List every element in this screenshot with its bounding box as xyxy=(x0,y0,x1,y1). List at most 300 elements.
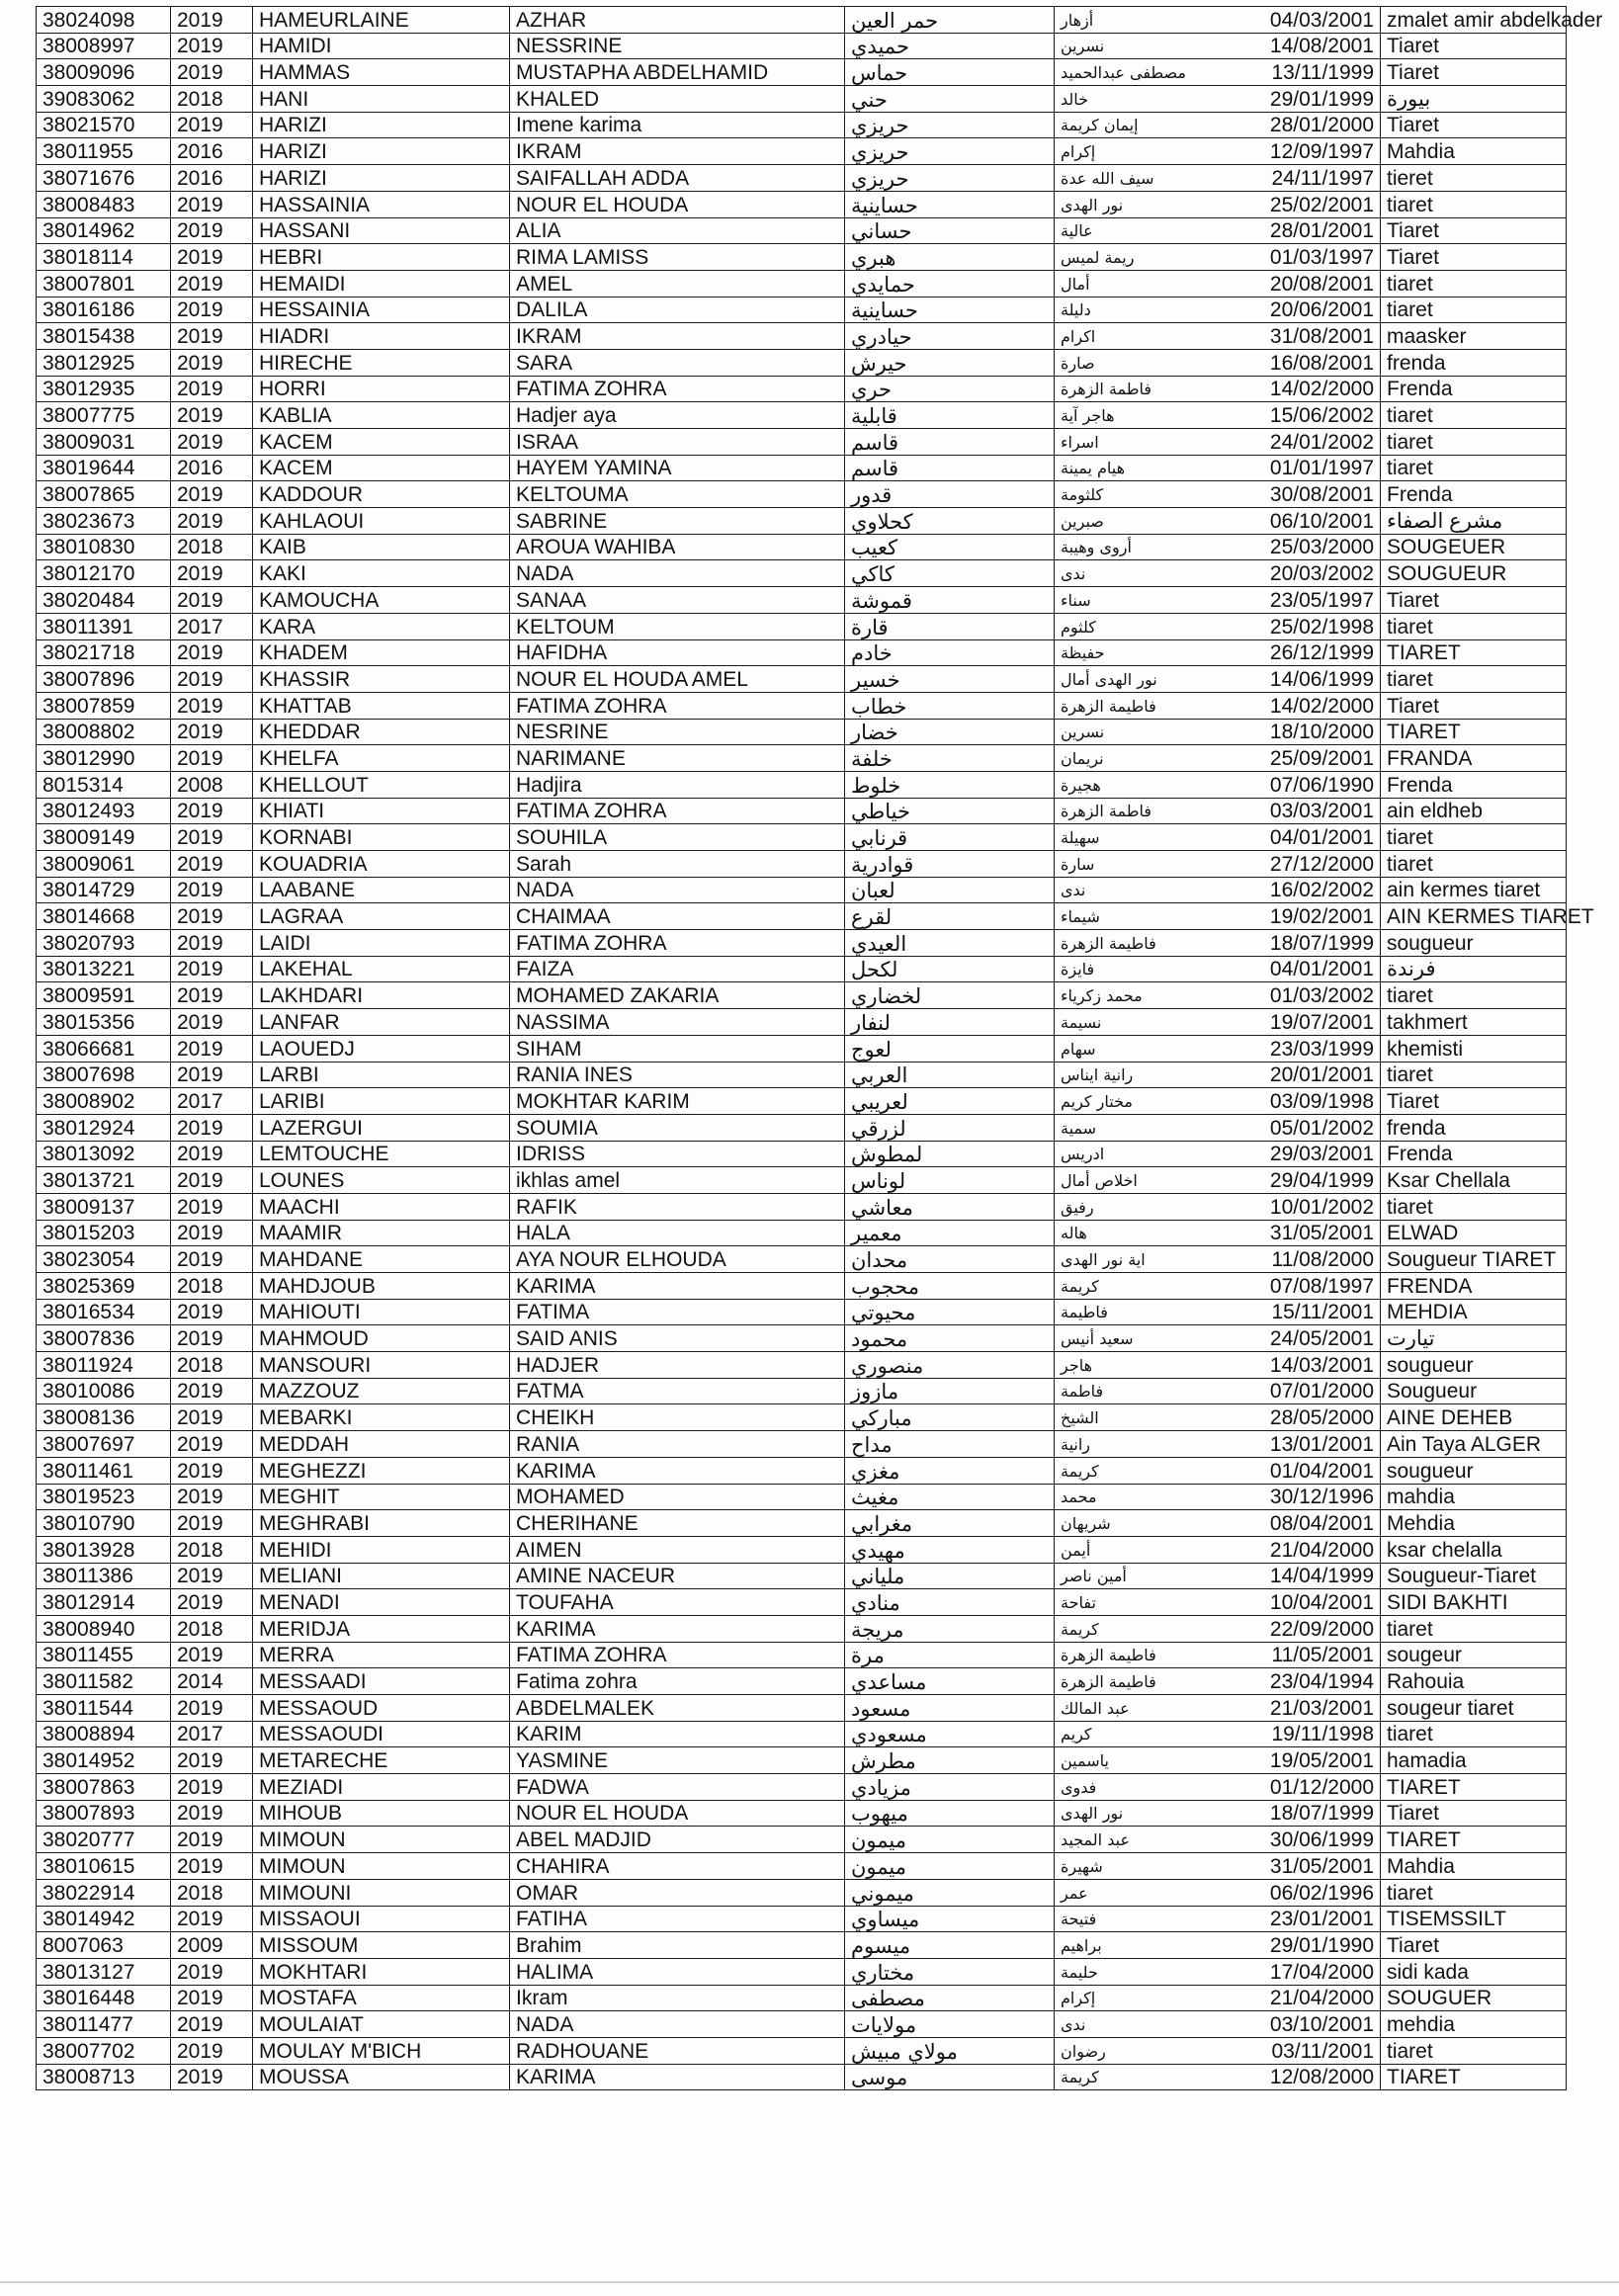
arabic-last-name: خياطي xyxy=(845,798,1055,824)
registration-number: 38012493 xyxy=(37,798,171,824)
arabic-first-name: فاطمة الزهرة xyxy=(1061,802,1151,821)
arabic-first-name-and-birthdate xyxy=(1055,1589,1381,1616)
year: 2019 xyxy=(171,33,253,59)
last-name: MAHMOUD xyxy=(253,1325,510,1352)
birth-place: sidi kada xyxy=(1381,1958,1567,1985)
registration-number: 38011955 xyxy=(37,138,171,165)
arabic-first-name: رفيق xyxy=(1061,1197,1094,1217)
arabic-first-name: ريمة لميس xyxy=(1061,247,1135,267)
arabic-last-name: مسعودي xyxy=(845,1721,1055,1747)
registration-number: 38024098 xyxy=(37,7,171,34)
first-name: Ikram xyxy=(510,1985,845,2011)
arabic-first-name: فايزة xyxy=(1061,960,1095,979)
arabic-first-name-and-birthdate xyxy=(1055,1985,1381,2011)
birth-date: 03/11/2001 xyxy=(1271,2039,1374,2063)
registration-number: 38010615 xyxy=(37,1853,171,1880)
birth-place: SOUGEUER xyxy=(1381,534,1567,560)
arabic-last-name: محدان xyxy=(845,1246,1055,1273)
arabic-first-name-and-birthdate xyxy=(1055,1615,1381,1642)
arabic-last-name: مريجة xyxy=(845,1615,1055,1642)
first-name: KARIMA xyxy=(510,1615,845,1642)
birth-date: 30/08/2001 xyxy=(1269,483,1374,507)
first-name: KARIMA xyxy=(510,1273,845,1300)
year: 2016 xyxy=(171,138,253,165)
arabic-first-name-and-birthdate xyxy=(1055,244,1381,271)
arabic-first-name-and-birthdate xyxy=(1055,481,1381,508)
last-name: HASSANI xyxy=(253,217,510,244)
first-name: DALILA xyxy=(510,297,845,323)
arabic-last-name: معاشي xyxy=(845,1193,1055,1220)
last-name: LAGRAA xyxy=(253,903,510,930)
table-row xyxy=(37,1932,1567,1959)
table-row xyxy=(37,481,1567,508)
table-row xyxy=(37,1193,1567,1220)
year: 2019 xyxy=(171,1035,253,1062)
birth-date: 20/01/2001 xyxy=(1269,1063,1374,1087)
last-name: KHIATI xyxy=(253,798,510,824)
arabic-first-name: اسراء xyxy=(1061,432,1099,452)
first-name: FATIMA ZOHRA xyxy=(510,1642,845,1668)
table-row xyxy=(37,402,1567,429)
arabic-last-name: لزرقي xyxy=(845,1114,1055,1141)
arabic-first-name: كلثومة xyxy=(1061,485,1104,505)
first-name: SIHAM xyxy=(510,1035,845,1062)
arabic-first-name: فاطيمة الزهرة xyxy=(1061,696,1156,716)
arabic-first-name: تفاحة xyxy=(1061,1592,1096,1612)
birth-place: بيورة xyxy=(1381,86,1567,113)
last-name: HORRI xyxy=(253,376,510,402)
registration-number: 38012914 xyxy=(37,1589,171,1616)
last-name: MERRA xyxy=(253,1642,510,1668)
arabic-last-name: مزيادي xyxy=(845,1774,1055,1801)
arabic-first-name: ندى xyxy=(1061,2014,1086,2034)
arabic-first-name-and-birthdate xyxy=(1055,639,1381,666)
first-name: KARIM xyxy=(510,1721,845,1747)
arabic-last-name: خضار xyxy=(845,719,1055,745)
birth-place: mehdia xyxy=(1381,2011,1567,2038)
arabic-first-name-and-birthdate xyxy=(1055,1853,1381,1880)
registration-number: 38007865 xyxy=(37,481,171,508)
arabic-first-name: عبد المالك xyxy=(1061,1698,1130,1718)
last-name: LAZERGUI xyxy=(253,1114,510,1141)
table-row xyxy=(37,1114,1567,1141)
year: 2019 xyxy=(171,1853,253,1880)
arabic-first-name-and-birthdate xyxy=(1055,1431,1381,1458)
year: 2019 xyxy=(171,1378,253,1404)
table-row xyxy=(37,1035,1567,1062)
arabic-first-name: حفيظة xyxy=(1061,643,1105,663)
birth-date: 19/02/2001 xyxy=(1269,905,1374,929)
registration-number: 38012925 xyxy=(37,349,171,376)
year: 2019 xyxy=(171,1141,253,1167)
first-name: CHAIMAA xyxy=(510,903,845,930)
arabic-first-name: فاطمة الزهرة xyxy=(1061,380,1151,399)
first-name: Hadjira xyxy=(510,771,845,798)
registration-number: 38008894 xyxy=(37,1721,171,1747)
registration-number: 38007801 xyxy=(37,270,171,297)
first-name: NARIMANE xyxy=(510,745,845,772)
arabic-last-name: لكحل xyxy=(845,956,1055,982)
arabic-last-name: منصوري xyxy=(845,1352,1055,1379)
last-name: MAZZOUZ xyxy=(253,1378,510,1404)
arabic-first-name-and-birthdate xyxy=(1055,1114,1381,1141)
birth-date: 19/05/2001 xyxy=(1269,1749,1374,1773)
last-name: KORNABI xyxy=(253,824,510,851)
birth-date: 21/03/2001 xyxy=(1269,1696,1374,1720)
registration-number: 38008997 xyxy=(37,33,171,59)
arabic-first-name-and-birthdate xyxy=(1055,1009,1381,1036)
last-name: KHASSIR xyxy=(253,666,510,693)
last-name: KAKI xyxy=(253,560,510,587)
arabic-first-name-and-birthdate xyxy=(1055,666,1381,693)
arabic-first-name: أمين ناصر xyxy=(1061,1567,1127,1586)
arabic-first-name: فاطيمة الزهرة xyxy=(1061,1672,1156,1691)
arabic-first-name: دليلة xyxy=(1061,300,1091,320)
birth-date: 28/01/2000 xyxy=(1269,114,1374,137)
year: 2009 xyxy=(171,1932,253,1959)
arabic-first-name-and-birthdate xyxy=(1055,587,1381,614)
registration-number: 38013127 xyxy=(37,1958,171,1985)
year: 2019 xyxy=(171,1457,253,1484)
arabic-last-name: خلفة xyxy=(845,745,1055,772)
arabic-last-name: قاسم xyxy=(845,429,1055,456)
registration-number: 38007775 xyxy=(37,402,171,429)
registration-number: 38007863 xyxy=(37,1774,171,1801)
registration-number: 38009591 xyxy=(37,982,171,1009)
last-name: MAHDJOUB xyxy=(253,1273,510,1300)
birth-date: 16/02/2002 xyxy=(1269,879,1374,902)
year: 2019 xyxy=(171,1325,253,1352)
registration-number: 38019523 xyxy=(37,1484,171,1510)
table-row xyxy=(37,1404,1567,1431)
table-row xyxy=(37,1352,1567,1379)
last-name: MENADI xyxy=(253,1589,510,1616)
last-name: HIADRI xyxy=(253,323,510,350)
arabic-first-name: سيف الله عدة xyxy=(1061,168,1154,188)
year: 2019 xyxy=(171,982,253,1009)
last-name: LAOUEDJ xyxy=(253,1035,510,1062)
first-name: CHAHIRA xyxy=(510,1853,845,1880)
arabic-last-name: حساني xyxy=(845,217,1055,244)
arabic-first-name-and-birthdate xyxy=(1055,112,1381,138)
year: 2019 xyxy=(171,692,253,719)
first-name: OMAR xyxy=(510,1879,845,1906)
first-name: YASMINE xyxy=(510,1747,845,1774)
table-row xyxy=(37,297,1567,323)
first-name: Fatima zohra xyxy=(510,1668,845,1695)
birth-date: 19/11/1998 xyxy=(1271,1723,1374,1746)
arabic-first-name: نسرين xyxy=(1061,37,1105,56)
arabic-first-name: فتيحة xyxy=(1061,1910,1097,1929)
birth-date: 20/03/2002 xyxy=(1269,562,1374,586)
birth-place: takhmert xyxy=(1381,1009,1567,1036)
first-name: ikhlas amel xyxy=(510,1167,845,1194)
table-row xyxy=(37,1457,1567,1484)
last-name: HAMMAS xyxy=(253,59,510,86)
birth-date: 15/11/2001 xyxy=(1271,1301,1374,1324)
last-name: MIHOUB xyxy=(253,1800,510,1827)
arabic-first-name: حليمة xyxy=(1061,1962,1098,1982)
last-name: MAAMIR xyxy=(253,1220,510,1246)
birth-place: FRENDA xyxy=(1381,1273,1567,1300)
registration-number: 38011924 xyxy=(37,1352,171,1379)
birth-place: FRANDA xyxy=(1381,745,1567,772)
birth-place: tiaret xyxy=(1381,270,1567,297)
registration-number: 39083062 xyxy=(37,86,171,113)
registration-number: 38019644 xyxy=(37,455,171,481)
first-name: FADWA xyxy=(510,1774,845,1801)
year: 2017 xyxy=(171,1088,253,1115)
arabic-first-name: صبرين xyxy=(1061,511,1104,531)
arabic-first-name: سمية xyxy=(1061,1118,1097,1138)
year: 2019 xyxy=(171,1193,253,1220)
first-name: ALIA xyxy=(510,217,845,244)
year: 2019 xyxy=(171,587,253,614)
last-name: LOUNES xyxy=(253,1167,510,1194)
year: 2019 xyxy=(171,903,253,930)
birth-place: ksar chelalla xyxy=(1381,1536,1567,1563)
arabic-first-name-and-birthdate xyxy=(1055,1167,1381,1194)
arabic-first-name-and-birthdate xyxy=(1055,297,1381,323)
table-row xyxy=(37,956,1567,982)
birth-date: 14/03/2001 xyxy=(1269,1353,1374,1377)
first-name: NESSRINE xyxy=(510,33,845,59)
birth-place: tiaret xyxy=(1381,1062,1567,1088)
arabic-last-name: لنفار xyxy=(845,1009,1055,1036)
arabic-first-name-and-birthdate xyxy=(1055,1932,1381,1959)
registration-number: 38016534 xyxy=(37,1299,171,1325)
arabic-last-name: محجوب xyxy=(845,1273,1055,1300)
arabic-first-name-and-birthdate xyxy=(1055,402,1381,429)
birth-place: SOUGUER xyxy=(1381,1985,1567,2011)
last-name: KACEM xyxy=(253,429,510,456)
last-name: KHELFA xyxy=(253,745,510,772)
birth-place: tiaret xyxy=(1381,824,1567,851)
arabic-last-name: حري xyxy=(845,376,1055,402)
year: 2014 xyxy=(171,1668,253,1695)
arabic-first-name: هيام يمينة xyxy=(1061,459,1126,478)
arabic-first-name: مصطفى عبدالحميد xyxy=(1061,63,1186,83)
arabic-first-name: سهيلة xyxy=(1061,828,1100,847)
birth-date: 14/06/1999 xyxy=(1269,667,1374,691)
arabic-first-name-and-birthdate xyxy=(1055,982,1381,1009)
arabic-first-name-and-birthdate xyxy=(1055,1299,1381,1325)
table-row xyxy=(37,1009,1567,1036)
arabic-last-name: ميمون xyxy=(845,1827,1055,1853)
table-row xyxy=(37,719,1567,745)
year: 2019 xyxy=(171,666,253,693)
arabic-first-name: رضوان xyxy=(1061,2041,1106,2061)
year: 2019 xyxy=(171,2037,253,2064)
birth-place: Sougueur TIARET xyxy=(1381,1246,1567,1273)
arabic-first-name-and-birthdate xyxy=(1055,877,1381,903)
table-row xyxy=(37,560,1567,587)
arabic-first-name: فاطيمة الزهرة xyxy=(1061,933,1156,953)
first-name: NASSIMA xyxy=(510,1009,845,1036)
table-row xyxy=(37,1879,1567,1906)
registration-number: 38007893 xyxy=(37,1800,171,1827)
first-name: SOUHILA xyxy=(510,824,845,851)
first-name: SARA xyxy=(510,349,845,376)
first-name: MOHAMED xyxy=(510,1484,845,1510)
last-name: METARECHE xyxy=(253,1747,510,1774)
arabic-last-name: حريزي xyxy=(845,138,1055,165)
first-name: CHEIKH xyxy=(510,1404,845,1431)
table-row xyxy=(37,1827,1567,1853)
arabic-first-name-and-birthdate xyxy=(1055,1325,1381,1352)
year: 2019 xyxy=(171,1062,253,1088)
first-name: HALIMA xyxy=(510,1958,845,1985)
first-name: IDRISS xyxy=(510,1141,845,1167)
registration-number: 38011582 xyxy=(37,1668,171,1695)
birth-place: tiaret xyxy=(1381,455,1567,481)
table-row xyxy=(37,86,1567,113)
registration-number: 38020484 xyxy=(37,587,171,614)
arabic-first-name-and-birthdate xyxy=(1055,2011,1381,2038)
first-name: RAFIK xyxy=(510,1193,845,1220)
arabic-first-name: إكرام xyxy=(1061,1989,1096,2008)
year: 2018 xyxy=(171,1352,253,1379)
arabic-first-name-and-birthdate xyxy=(1055,824,1381,851)
arabic-first-name-and-birthdate xyxy=(1055,1035,1381,1062)
arabic-last-name: العربي xyxy=(845,1062,1055,1088)
first-name: RADHOUANE xyxy=(510,2037,845,2064)
table-row xyxy=(37,1563,1567,1589)
arabic-last-name: لمطوش xyxy=(845,1141,1055,1167)
last-name: KAIB xyxy=(253,534,510,560)
table-row xyxy=(37,1695,1567,1722)
arabic-last-name: محيوتي xyxy=(845,1299,1055,1325)
year: 2019 xyxy=(171,481,253,508)
first-name: KARIMA xyxy=(510,2064,845,2090)
registration-number: 38025369 xyxy=(37,1273,171,1300)
arabic-last-name: مولاي مبيش xyxy=(845,2037,1055,2064)
birth-date: 14/02/2000 xyxy=(1269,378,1374,401)
table-row xyxy=(37,1615,1567,1642)
arabic-first-name: سناء xyxy=(1061,590,1091,610)
registration-number: 38015356 xyxy=(37,1009,171,1036)
birth-place: تيارت xyxy=(1381,1325,1567,1352)
registration-number: 38007697 xyxy=(37,1431,171,1458)
arabic-first-name: عالية xyxy=(1061,221,1093,241)
birth-place: Mehdia xyxy=(1381,1510,1567,1537)
arabic-first-name-and-birthdate xyxy=(1055,1088,1381,1115)
arabic-first-name: فاطيمة الزهرة xyxy=(1061,1646,1156,1665)
table-row xyxy=(37,2037,1567,2064)
arabic-first-name: محمد زكرياء xyxy=(1061,986,1143,1006)
arabic-first-name-and-birthdate xyxy=(1055,349,1381,376)
arabic-last-name: لعبان xyxy=(845,877,1055,903)
birth-place: tiaret xyxy=(1381,851,1567,878)
first-name: MUSTAPHA ABDELHAMID xyxy=(510,59,845,86)
arabic-first-name: مختار كريم xyxy=(1061,1091,1133,1111)
birth-place: ain kermes tiaret xyxy=(1381,877,1567,903)
last-name: KHATTAB xyxy=(253,692,510,719)
registration-number: 38013092 xyxy=(37,1141,171,1167)
arabic-first-name: هاله xyxy=(1061,1224,1087,1243)
arabic-last-name: قاسم xyxy=(845,455,1055,481)
arabic-first-name: اية نور الهدى xyxy=(1061,1250,1146,1269)
birth-date: 12/09/1997 xyxy=(1269,140,1374,164)
table-row xyxy=(37,33,1567,59)
registration-number: 38010086 xyxy=(37,1378,171,1404)
arabic-last-name: كحلاوي xyxy=(845,508,1055,535)
registration-number: 38009031 xyxy=(37,429,171,456)
birth-date: 25/02/1998 xyxy=(1269,615,1374,638)
birth-place: SIDI BAKHTI xyxy=(1381,1589,1567,1616)
birth-place: tiaret xyxy=(1381,1193,1567,1220)
arabic-last-name: حساينية xyxy=(845,297,1055,323)
arabic-first-name-and-birthdate xyxy=(1055,1273,1381,1300)
year: 2019 xyxy=(171,1009,253,1036)
birth-place: ain eldheb xyxy=(1381,798,1567,824)
registration-number: 38011386 xyxy=(37,1563,171,1589)
birth-place: Tiaret xyxy=(1381,692,1567,719)
year: 2019 xyxy=(171,508,253,535)
birth-date: 27/12/2000 xyxy=(1269,852,1374,876)
birth-date: 18/10/2000 xyxy=(1269,721,1374,744)
birth-place: maasker xyxy=(1381,323,1567,350)
arabic-last-name: قموشة xyxy=(845,587,1055,614)
arabic-first-name: براهيم xyxy=(1061,1935,1102,1955)
birth-place: Frenda xyxy=(1381,1141,1567,1167)
last-name: MELIANI xyxy=(253,1563,510,1589)
table-row xyxy=(37,534,1567,560)
arabic-last-name: قابلية xyxy=(845,402,1055,429)
year: 2019 xyxy=(171,877,253,903)
first-name: KHALED xyxy=(510,86,845,113)
first-name: TOUFAHA xyxy=(510,1589,845,1616)
birth-place: ELWAD xyxy=(1381,1220,1567,1246)
arabic-first-name: محمد xyxy=(1061,1488,1097,1507)
last-name: MAACHI xyxy=(253,1193,510,1220)
table-row xyxy=(37,244,1567,271)
birth-place: tiaret xyxy=(1381,191,1567,217)
birth-place: sougueur xyxy=(1381,1352,1567,1379)
first-name: SANAA xyxy=(510,587,845,614)
last-name: KAMOUCHA xyxy=(253,587,510,614)
arabic-last-name: مباركي xyxy=(845,1404,1055,1431)
registration-number: 38012170 xyxy=(37,560,171,587)
arabic-first-name: سعيد أنيس xyxy=(1061,1329,1134,1349)
arabic-last-name: مصطفى xyxy=(845,1985,1055,2011)
arabic-first-name: اكرام xyxy=(1061,326,1096,346)
registration-number: 38009137 xyxy=(37,1193,171,1220)
birth-place: tiaret xyxy=(1381,402,1567,429)
last-name: MOULAY M'BICH xyxy=(253,2037,510,2064)
first-name: NESRINE xyxy=(510,719,845,745)
arabic-first-name-and-birthdate xyxy=(1055,2037,1381,2064)
last-name: HEMAIDI xyxy=(253,270,510,297)
year: 2019 xyxy=(171,930,253,957)
registration-number: 38010830 xyxy=(37,534,171,560)
birth-date: 14/08/2001 xyxy=(1269,35,1374,58)
arabic-first-name-and-birthdate xyxy=(1055,1668,1381,1695)
registration-number: 38008940 xyxy=(37,1615,171,1642)
arabic-first-name-and-birthdate xyxy=(1055,534,1381,560)
birth-place: Tiaret xyxy=(1381,1932,1567,1959)
table-row xyxy=(37,1273,1567,1300)
arabic-last-name: قارة xyxy=(845,613,1055,639)
birth-date: 06/02/1996 xyxy=(1269,1881,1374,1905)
registration-number: 38016186 xyxy=(37,297,171,323)
arabic-last-name: العيدي xyxy=(845,930,1055,957)
arabic-first-name: فاطمة xyxy=(1061,1382,1104,1402)
last-name: MISSOUM xyxy=(253,1932,510,1959)
arabic-first-name-and-birthdate xyxy=(1055,851,1381,878)
registration-number: 38011391 xyxy=(37,613,171,639)
table-row xyxy=(37,903,1567,930)
